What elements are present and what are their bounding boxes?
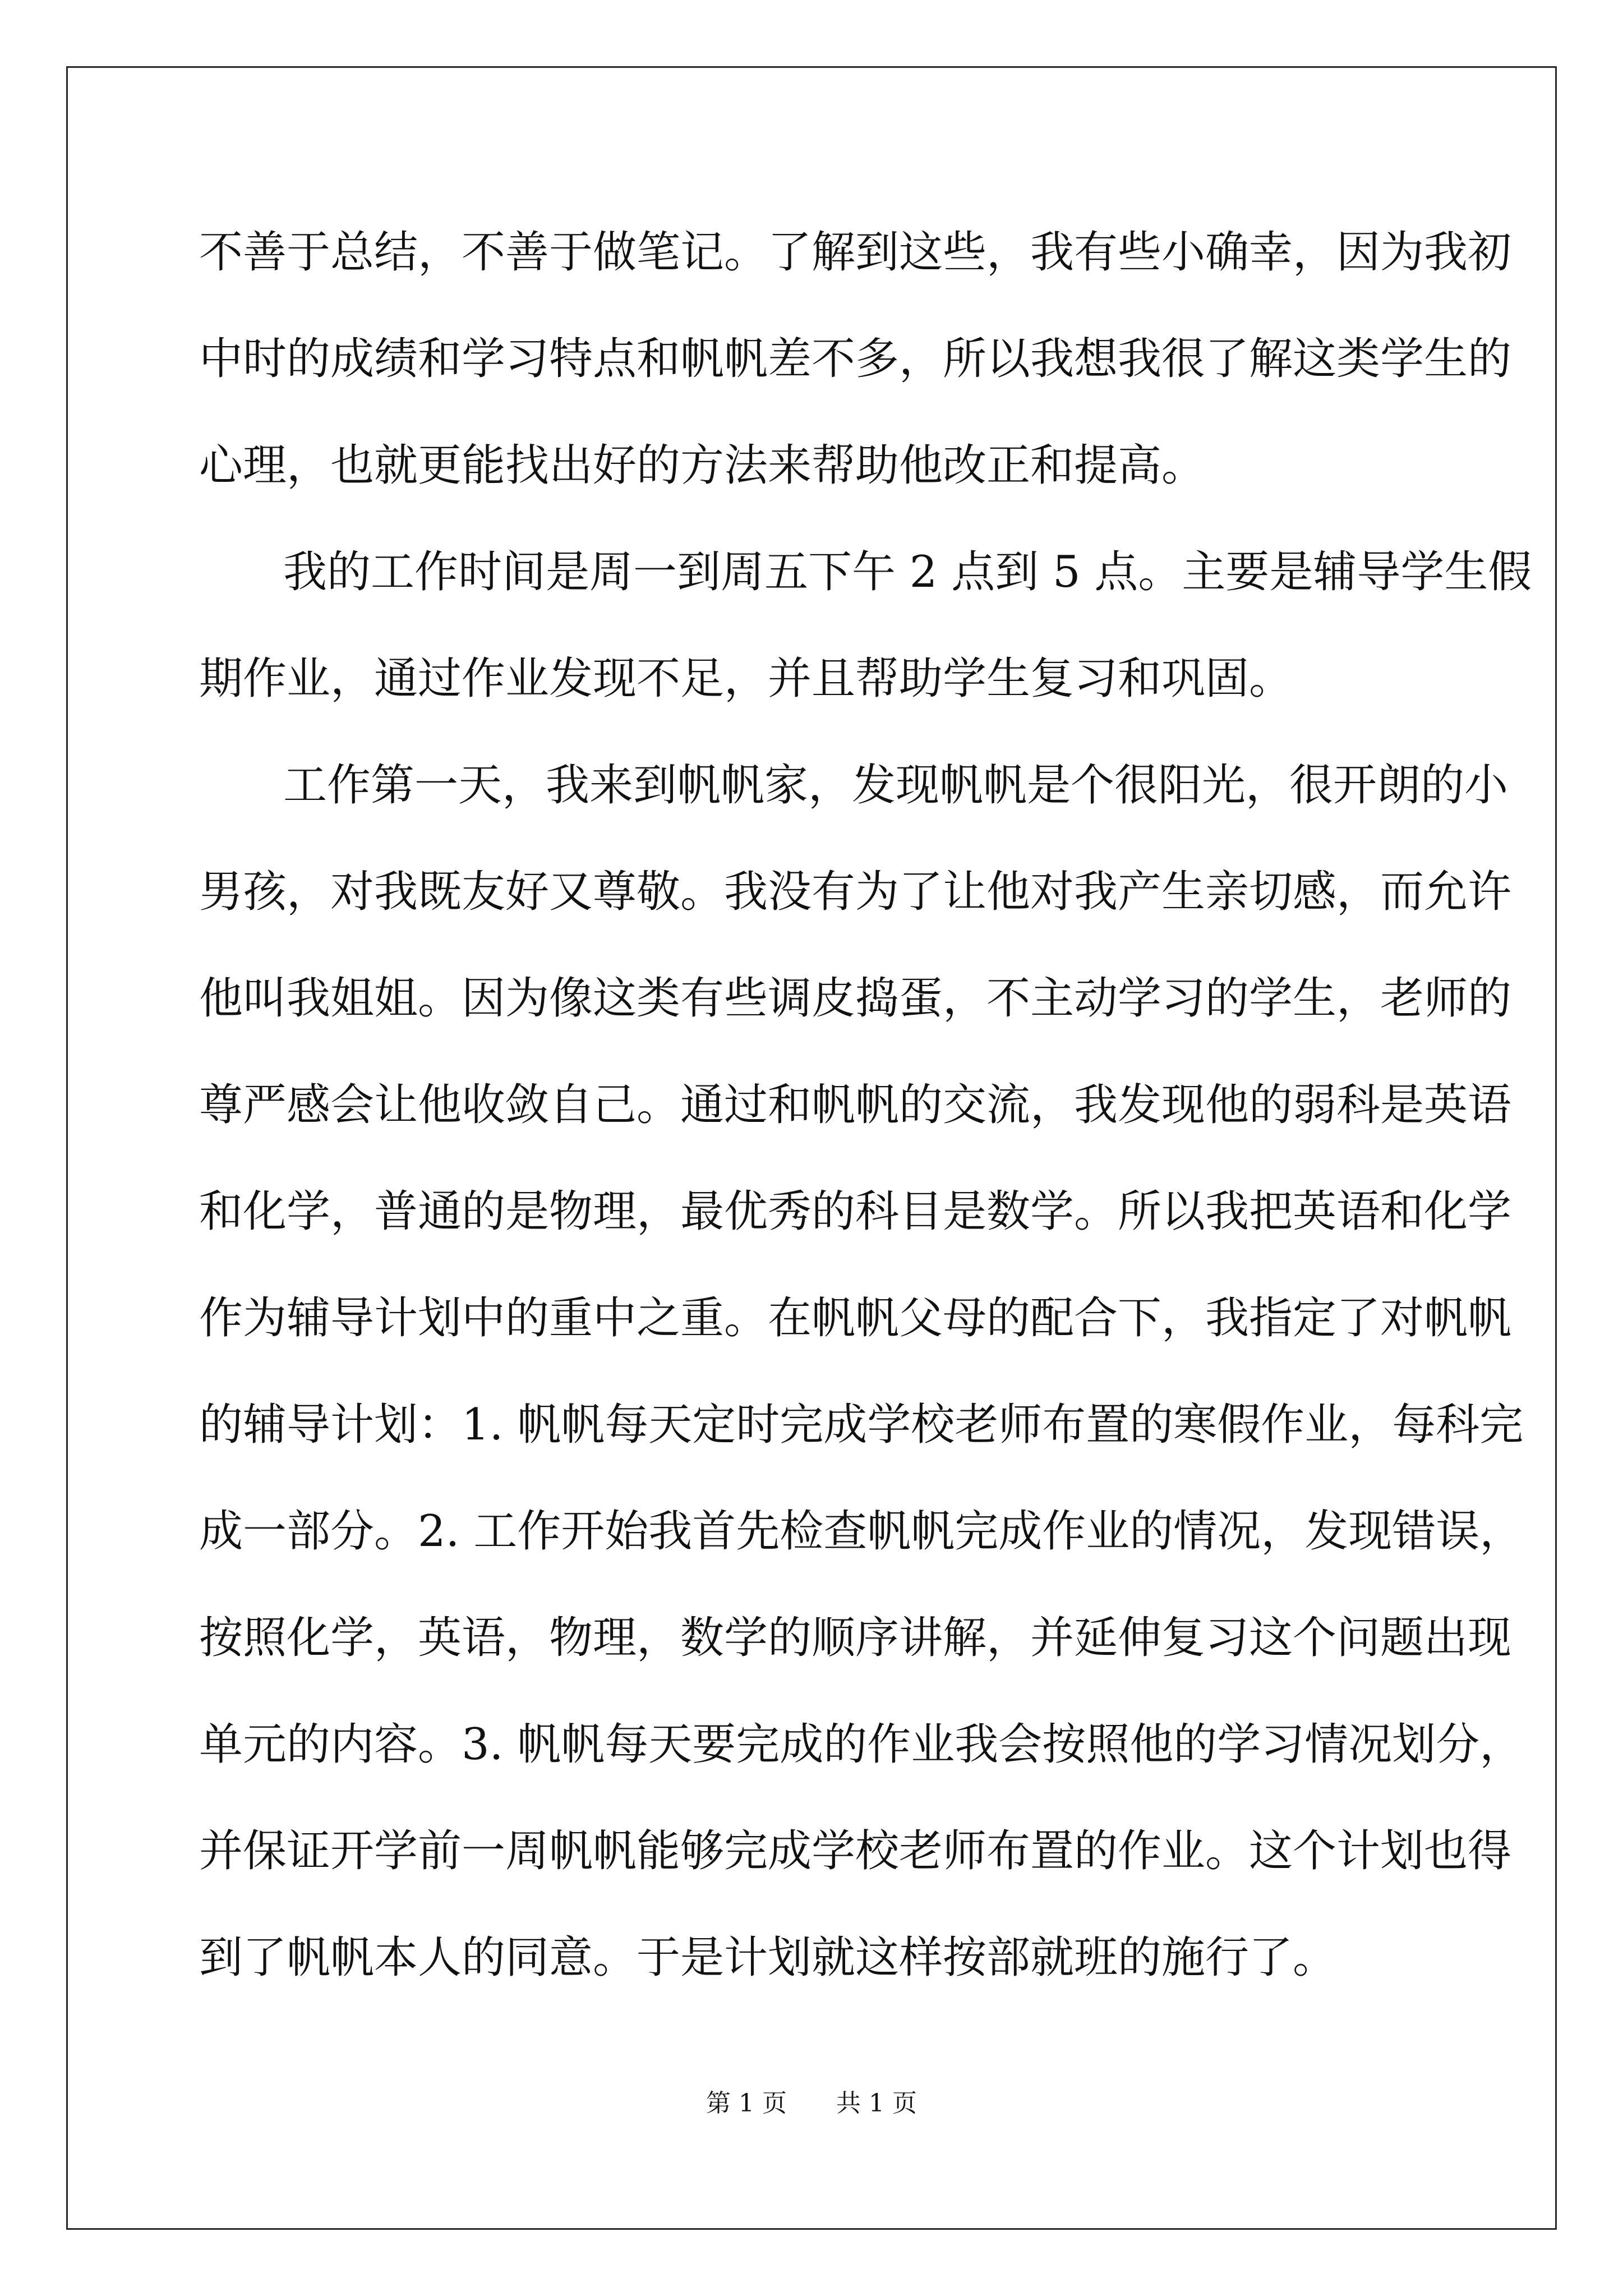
text-line: 他叫我姐姐。因为像这类有些调皮捣蛋，不主动学习的学生，老师的 <box>199 973 1512 1024</box>
text-line: 到了帆帆本人的同意。于是计划就这样按部就班的施行了。 <box>199 1932 1337 1983</box>
text-line: 期作业，通过作业发现不足，并且帮助学生复习和巩固。 <box>199 654 1293 704</box>
text-line: 单元的内容。3. 帆帆每天要完成的作业我会按照他的学习情况划分， <box>199 1719 1524 1770</box>
page-footer <box>0 2087 1623 2120</box>
text-line: 按照化学，英语，物理，数学的顺序讲解，并延伸复习这个问题出现 <box>199 1613 1512 1663</box>
text-line: 的辅导计划：1. 帆帆每天定时完成学校老师布置的寒假作业，每科完 <box>199 1400 1524 1450</box>
text-line: 尊严感会让他收敛自己。通过和帆帆的交流，我发现他的弱科是英语 <box>199 1080 1512 1130</box>
text-line: 成一部分。2. 工作开始我首先检查帆帆完成作业的情况，发现错误， <box>199 1506 1524 1557</box>
text-line: 工作第一天，我来到帆帆家，发现帆帆是个很阳光，很开朗的小 <box>283 760 1509 811</box>
text-line: 我的工作时间是周一到周五下午 2 点到 5 点。主要是辅导学生假 <box>283 547 1532 597</box>
text-line: 心理，也就更能找出好的方法来帮助他改正和提高。 <box>199 440 1206 491</box>
page-total: 共 1 页 <box>836 2089 917 2118</box>
document-body <box>199 210 1532 2022</box>
text-line: 不善于总结，不善于做笔记。了解到这些，我有些小确幸，因为我初 <box>199 227 1512 278</box>
page-number: 第 1 页 <box>706 2089 787 2118</box>
text-line: 和化学，普通的是物理，最优秀的科目是数学。所以我把英语和化学 <box>199 1186 1512 1237</box>
text-line: 中时的成绩和学习特点和帆帆差不多，所以我想我很了解这类学生的 <box>199 334 1512 384</box>
text-line: 作为辅导计划中的重中之重。在帆帆父母的配合下，我指定了对帆帆 <box>199 1293 1512 1343</box>
text-line: 男孩，对我既友好又尊敬。我没有为了让他对我产生亲切感，而允许 <box>199 867 1512 917</box>
text-line: 并保证开学前一周帆帆能够完成学校老师布置的作业。这个计划也得 <box>199 1826 1512 1876</box>
